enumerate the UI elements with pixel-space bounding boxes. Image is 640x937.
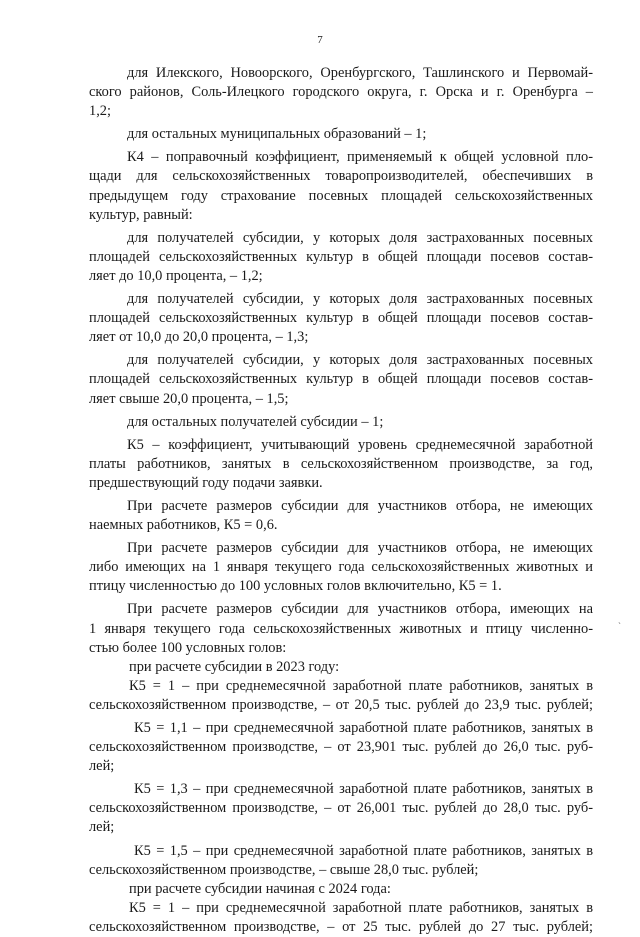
text-line: платы работников, занятых в сельскохозяйственном производстве, за год, bbox=[89, 455, 593, 472]
text-line: при расчете субсидии начиная с 2024 года: bbox=[129, 880, 391, 897]
text-line: площадей сельскохозяйственных культур в общей площади посевов состав- bbox=[89, 371, 593, 388]
text-line: К5 = 1,3 – при среднемесячной заработной плате работников, занятых в bbox=[134, 781, 593, 798]
text-line: площадей сельскохозяйственных культур в общей площади посевов состав- bbox=[89, 310, 593, 327]
text-line: При расчете размеров субсидии для участников отбора, не имеющих bbox=[127, 540, 593, 557]
text-line: К5 = 1 – при среднемесячной заработной плате работников, занятых в bbox=[129, 677, 593, 694]
text-line: стью более 100 условных голов: bbox=[89, 639, 287, 656]
text-line: наемных работников, К5 = 0,6. bbox=[89, 517, 278, 534]
text-line: для получателей субсидии, у которых доля застрахованных посевных bbox=[127, 229, 593, 246]
text-line: К5 = 1 – при среднемесячной заработной плате работников, занятых в bbox=[129, 899, 593, 916]
text-line: для остальных муниципальных образований – 1; bbox=[127, 126, 427, 143]
text-line: 1,2; bbox=[89, 103, 111, 120]
text-line: сельскохозяйственном производстве, – от 23,901 тыс. рублей до 26,0 тыс. руб- bbox=[89, 739, 593, 756]
text-line: для Илекского, Новоорского, Оренбургского, Ташлинского и Первомай- bbox=[127, 65, 593, 81]
text-line: птицу численностью до 100 условных голов включительно, К5 = 1. bbox=[89, 578, 502, 595]
text-line: культур, равный: bbox=[89, 206, 193, 223]
text-line: К5 – коэффициент, учитывающий уровень среднемесячной заработной bbox=[127, 436, 593, 453]
text-line: К4 – поправочный коэффициент, применяемый к общей условной пло- bbox=[127, 149, 593, 166]
text-line: К5 = 1,1 – при среднемесячной заработной плате работников, занятых в bbox=[134, 720, 593, 736]
text-line: ляет свыше 20,0 процента, – 1,5; bbox=[89, 390, 289, 407]
text-line: При расчете размеров субсидии для участников отбора, имеющих на bbox=[127, 601, 593, 618]
text-line: площадей сельскохозяйственных культур в общей площади посевов состав- bbox=[89, 248, 593, 265]
text-line: сельскохозяйственном производстве, – от 25 тыс. рублей до 27 тыс. рублей; bbox=[89, 918, 593, 935]
text-line: ляет от 10,0 до 20,0 процента, – 1,3; bbox=[89, 329, 309, 346]
text-line: сельскохозяйственном производстве, – от 26,001 тыс. рублей до 28,0 тыс. руб- bbox=[89, 800, 593, 817]
text-line: для остальных получателей субсидии – 1; bbox=[127, 413, 384, 430]
text-line: ляет до 10,0 процента, – 1,2; bbox=[89, 267, 263, 284]
text-line: при расчете субсидии в 2023 году: bbox=[129, 658, 340, 675]
text-line: сельскохозяйственном производстве, – свыше 28,0 тыс. рублей; bbox=[89, 861, 479, 878]
text-line: лей; bbox=[89, 758, 115, 775]
text-line: К5 = 1,5 – при среднемесячной заработной плате работников, занятых в bbox=[134, 842, 593, 859]
text-line: для получателей субсидии, у которых доля застрахованных посевных bbox=[127, 352, 593, 369]
text-line: для получателей субсидии, у которых доля застрахованных посевных bbox=[127, 291, 593, 308]
document-body bbox=[89, 64, 593, 937]
text-line: либо имеющих на 1 января текущего года сельскохозяйственных животных и bbox=[89, 559, 593, 576]
text-line: 1 января текущего года сельскохозяйственных животных и птицу численно- bbox=[89, 620, 593, 637]
text-line: сельскохозяйственном производстве, – от 20,5 тыс. рублей до 23,9 тыс. рублей; bbox=[89, 696, 593, 713]
text-line: лей; bbox=[89, 819, 115, 836]
text-line: ского районов, Соль-Илецкого городского округа, г. Орска и г. Оренбурга – bbox=[89, 84, 593, 101]
text-line: При расчете размеров субсидии для участников отбора, не имеющих bbox=[127, 497, 593, 514]
text-line: предыдущем году страхование посевных площадей сельскохозяйственных bbox=[89, 187, 593, 204]
scan-mark: ` bbox=[618, 621, 621, 631]
text-line: предшествующий году подачи заявки. bbox=[89, 474, 323, 491]
text-line: щади для сельскохозяйственных товаропроизводителей, обеспечивших в bbox=[89, 168, 593, 185]
page-number: 7 bbox=[317, 34, 323, 46]
